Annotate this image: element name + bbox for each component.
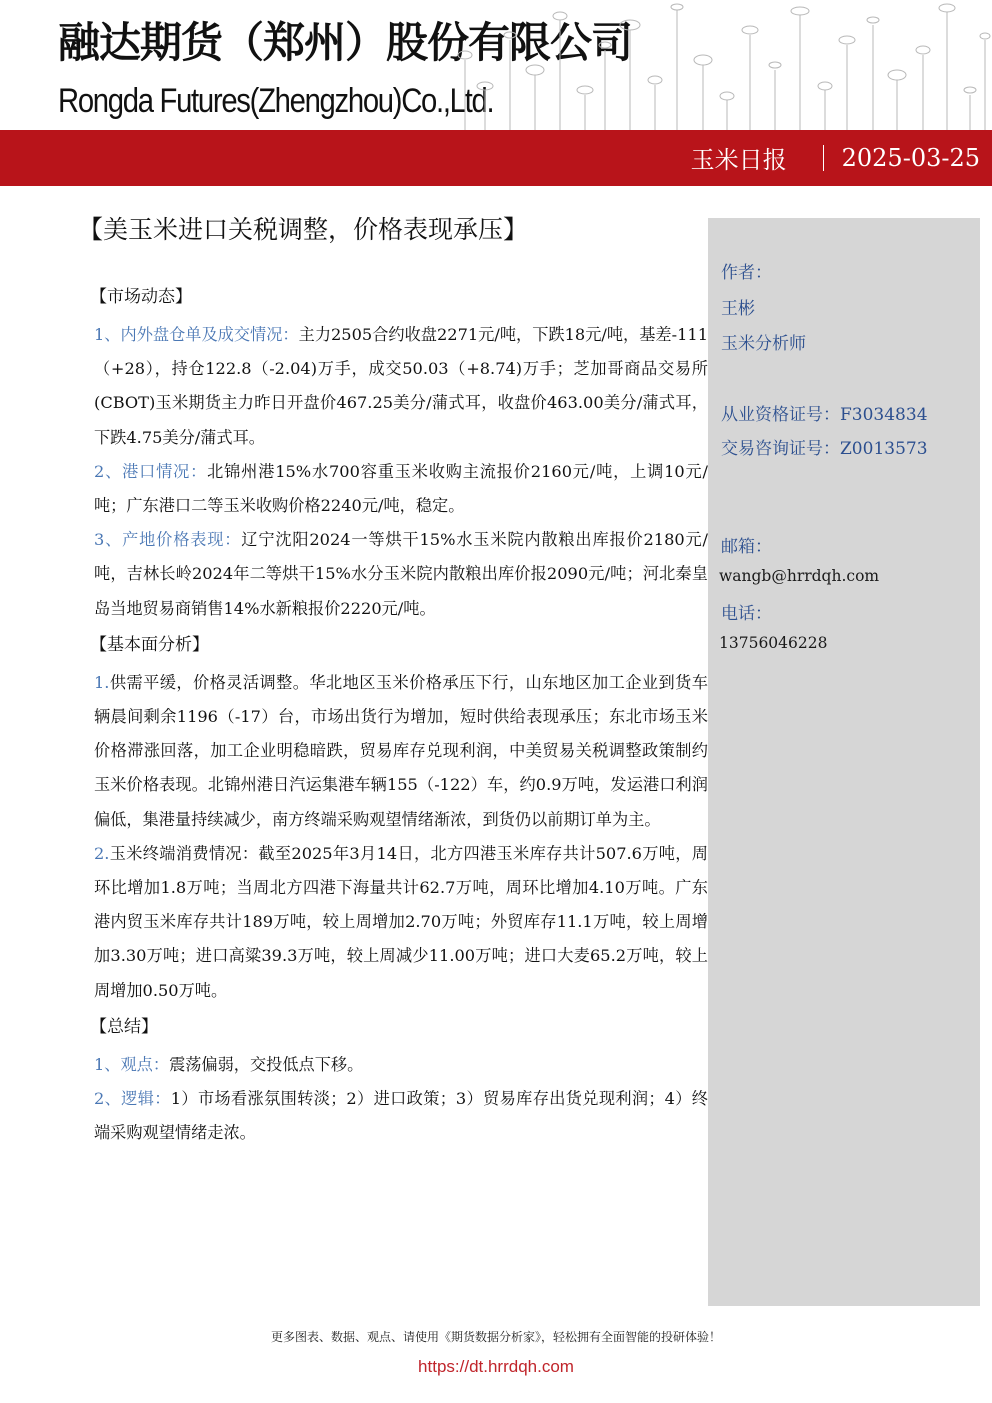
item-text: 供需平缓，价格灵活调整。华北地区玉米价格承压下行，山东地区加工企业到货车辆晨间剩余1196（-17）台，市场出货行为增加，短时供给表现承压；东北市场玉米价格滞涨回落，加工企业明稳暗跌，贸易库存兑现利润，中美贸易关税调整政策制约玉米价格表现。北锦州港日汽运集港车辆155（-122）车，约0.9万吨，发运港口利润偏低，集港量持续减少，南方终端采购观望情绪渐浓，到货仍以前期订单为主。 (94, 672, 708, 829)
item-lead: 2. (94, 843, 110, 863)
item-text: 北锦州港15%水700容重玉米收购主流报价2160元/吨，上调10元/吨；广东港口二等玉米收购价格2240元/吨，稳定。 (94, 461, 708, 516)
item-lead: 3、产地价格表现： (94, 530, 242, 550)
market-item-3 (94, 523, 708, 626)
footer-link[interactable]: https://dt.hrrdqh.com (418, 1357, 574, 1376)
item-text: 震荡偏弱，交投低点下移。 (169, 1054, 364, 1074)
item-lead: 2、逻辑： (94, 1089, 171, 1109)
author-name: 王彬 (721, 299, 755, 319)
section-heading-market: 【市场动态】 (90, 287, 192, 307)
item-lead: 2、港口情况： (94, 461, 208, 481)
report-date: 2025-03-25 (841, 143, 980, 172)
company-name-cn: 融达期货（郑州）股份有限公司 (58, 18, 633, 67)
item-text: 1）市场看涨氛围转淡；2）进口政策；3）贸易库存出货兑现利润；4）终端采购观望情绪走浓。 (94, 1089, 708, 1143)
fundamental-item-2 (94, 837, 708, 1008)
item-text: 主力2505合约收盘2271元/吨，下跌18元/吨，基差-111（+28），持仓122.8（-2.04)万手，成交50.03（+8.74)万手；芝加哥商品交易所(CBOT)玉米期货主力昨日开盘价467.25美分/蒲式耳，收盘价463.00美分/蒲式耳，下跌4.75美分/蒲式耳。 (94, 325, 708, 447)
section-heading-fundamental: 【基本面分析】 (90, 634, 209, 655)
market-item-2 (94, 455, 708, 523)
footer-promo-text: 更多图表、数据、观点、请使用《期货数据分析家》，轻松拥有全面智能的投研体验！ (270, 1330, 721, 1344)
author-sidebar (708, 218, 980, 1306)
summary-item-1 (94, 1048, 708, 1082)
report-title-band (0, 130, 992, 186)
item-text: 玉米终端消费情况：截至2025年3月14日，北方四港玉米库存共计507.6万吨，周环比增加1.8万吨；当周北方四港下海量共计62.7万吨，周环比增加4.10万吨。广东港内贸玉米库存共计189万吨，较上周增加2.70万吨；外贸库存11.1万吨，较上周增加3.30万吨；进口高粱39.3万吨，较上周减少11.00万吨；进口大麦65.2万吨，较上周增加0.50万吨。 (94, 843, 708, 1000)
fundamental-item-1 (94, 666, 708, 837)
section-heading-summary: 【总结】 (90, 1016, 158, 1037)
item-lead: 1. (94, 672, 110, 692)
report-name: 玉米日报 (690, 146, 787, 174)
band-divider (823, 145, 824, 171)
item-lead: 1、观点： (94, 1054, 170, 1074)
item-lead: 1、内外盘仓单及成交情况： (94, 325, 299, 344)
phone-number: 13756046228 (719, 634, 828, 652)
document-title: 【美玉米进口关税调整，价格表现承压】 (78, 215, 529, 244)
license-number: 从业资格证号：F3034834 (721, 405, 928, 425)
band-text (691, 140, 980, 175)
author-title: 玉米分析师 (721, 334, 806, 354)
main-content (90, 282, 708, 1150)
email-label: 邮箱： (721, 537, 772, 557)
market-item-1 (94, 318, 708, 455)
email-address[interactable]: wangb@hrrdqh.com (719, 567, 880, 585)
summary-item-2 (94, 1082, 708, 1150)
report-header (0, 0, 992, 186)
consult-number: 交易咨询证号：Z0013573 (721, 439, 928, 459)
phone-label: 电话： (721, 604, 772, 624)
item-text: 辽宁沈阳2024一等烘干15%水玉米院内散粮出库报价2180元/吨，吉林长岭2024年二等烘干15%水分玉米院内散粮出库价报2090元/吨；河北秦皇岛当地贸易商销售14%水新粮报价2220元/吨。 (94, 530, 708, 618)
header-decoration-pattern (455, 0, 992, 130)
company-name-en: Rongda Futures(Zhengzhou)Co.,Ltd. (58, 82, 494, 120)
author-label: 作者： (721, 263, 772, 283)
